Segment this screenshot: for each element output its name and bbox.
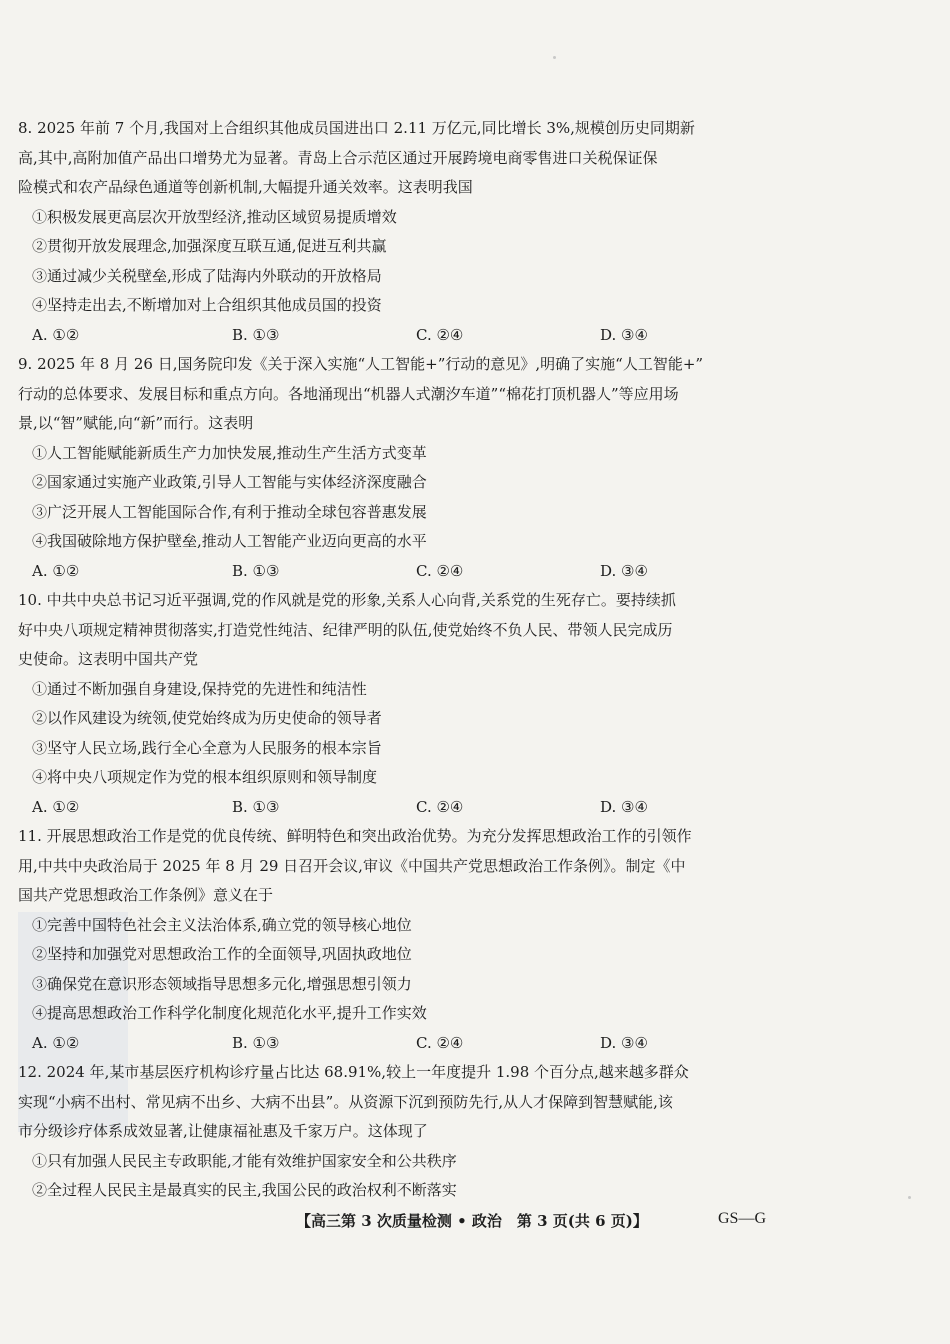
question-block [18, 350, 778, 586]
statement-option: ②国家通过实施产业政策,引导人工智能与实体经济深度融合 [32, 473, 427, 491]
answer-choice: C. ②④ [416, 1033, 464, 1052]
statement-option: ②以作风建设为统领,使党始终成为历史使命的领导者 [32, 709, 382, 727]
answer-choice: D. ③④ [600, 1033, 648, 1052]
answer-choice: C. ②④ [416, 797, 464, 816]
question-stem-line: 高,其中,高附加值产品出口增势尤为显著。青岛上合示范区通过开展跨境电商零售进口关税保证保 [18, 148, 658, 167]
question-block [18, 822, 778, 1058]
answer-choice: A. ①② [32, 1033, 80, 1052]
statement-option: ④提高思想政治工作科学化制度化规范化水平,提升工作实效 [32, 1004, 427, 1022]
answer-choice: A. ①② [32, 325, 80, 344]
page-footer [0, 1210, 950, 1240]
answer-choice: D. ③④ [600, 561, 648, 580]
statement-option: ④坚持走出去,不断增加对上合组织其他成员国的投资 [32, 296, 382, 314]
question-stem-line: 12. 2024 年,某市基层医疗机构诊疗量占比达 68.91%,较上一年度提升 1.98 个百分点,越来越多群众 [18, 1063, 689, 1081]
question-stem-line: 10. 中共中央总书记习近平强调,党的作风就是党的形象,关系人心向背,关系党的生死存亡。要持续抓 [18, 591, 676, 609]
question-stem-line: 国共产党思想政治工作条例》意义在于 [18, 886, 274, 904]
answer-choices [18, 557, 778, 587]
question-stem-line: 好中央八项规定精神贯彻落实,打造党性纯洁、纪律严明的队伍,使党始终不负人民、带领人民完成历 [18, 620, 673, 639]
question-stem-line: 9. 2025 年 8 月 26 日,国务院印发《关于深入实施“人工智能+”行动的意见》,明确了实施“人工智能+” [18, 355, 704, 373]
answer-choice: A. ①② [32, 561, 80, 580]
answer-choice: B. ①③ [232, 561, 280, 580]
statement-option: ④将中央八项规定作为党的根本组织原则和领导制度 [32, 768, 378, 786]
footer-code: GS—G [718, 1210, 767, 1227]
statement-option: ③坚守人民立场,践行全心全意为人民服务的根本宗旨 [32, 738, 382, 757]
question-stem-line: 险模式和农产品绿色通道等创新机制,大幅提升通关效率。这表明我国 [18, 178, 473, 196]
statement-option: ①人工智能赋能新质生产力加快发展,推动生产生活方式变革 [32, 443, 427, 462]
question-stem-line: 用,中共中央政治局于 2025 年 8 月 29 日召开会议,审议《中国共产党思想政治工作条例》。制定《中 [18, 856, 686, 875]
answer-choice: B. ①③ [232, 325, 280, 344]
question-block [18, 1058, 778, 1206]
statement-option: ①完善中国特色社会主义法治体系,确立党的领导核心地位 [32, 915, 412, 934]
question-stem-line: 史使命。这表明中国共产党 [18, 650, 199, 668]
question-stem-line: 11. 开展思想政治工作是党的优良传统、鲜明特色和突出政治优势。为充分发挥思想政治工作的引领作 [18, 827, 692, 845]
statement-option: ②全过程人民民主是最真实的民主,我国公民的政治权利不断落实 [32, 1181, 457, 1199]
answer-choice: B. ①③ [232, 797, 280, 816]
answer-choice: C. ②④ [416, 561, 464, 580]
statement-option: ③确保党在意识形态领域指导思想多元化,增强思想引领力 [32, 974, 412, 993]
statement-option: ①只有加强人民民主专政职能,才能有效维护国家安全和公共秩序 [32, 1151, 457, 1170]
answer-choice: A. ①② [32, 797, 80, 816]
question-stem-line: 市分级诊疗体系成效显著,让健康福祉惠及千家万户。这体现了 [18, 1122, 428, 1140]
question-stem-line: 行动的总体要求、发展目标和重点方向。各地涌现出“机器人式潮汐车道”“棉花打顶机器人”等应用场 [18, 384, 679, 403]
answer-choices [18, 1029, 778, 1059]
question-stem-line: 景,以“智”赋能,向“新”而行。这表明 [18, 414, 254, 432]
answer-choice: D. ③④ [600, 325, 648, 344]
question-block [18, 586, 778, 822]
answer-choice: D. ③④ [600, 797, 648, 816]
statement-option: ①积极发展更高层次开放型经济,推动区域贸易提质增效 [32, 207, 397, 226]
question-block [18, 114, 778, 350]
statement-option: ③通过减少关税壁垒,形成了陆海内外联动的开放格局 [32, 266, 382, 285]
question-list [18, 114, 778, 1206]
answer-choices [18, 793, 778, 823]
answer-choices [18, 321, 778, 351]
statement-option: ④我国破除地方保护壁垒,推动人工智能产业迈向更高的水平 [32, 532, 427, 550]
footer-page-info: 【高三第 3 次质量检测 • 政治 第 3 页(共 6 页)】 [296, 1212, 648, 1230]
question-stem-line: 实现“小病不出村、常见病不出乡、大病不出县”。从资源下沉到预防先行,从人才保障到智慧赋能,该 [18, 1092, 673, 1111]
statement-option: ①通过不断加强自身建设,保持党的先进性和纯洁性 [32, 679, 367, 698]
answer-choice: B. ①③ [232, 1033, 280, 1052]
statement-option: ②坚持和加强党对思想政治工作的全面领导,巩固执政地位 [32, 945, 412, 963]
statement-option: ③广泛开展人工智能国际合作,有利于推动全球包容普惠发展 [32, 502, 427, 521]
scan-speck [908, 1196, 911, 1199]
answer-choice: C. ②④ [416, 325, 464, 344]
statement-option: ②贯彻开放发展理念,加强深度互联互通,促进互利共赢 [32, 237, 387, 255]
scan-speck [553, 56, 556, 59]
question-stem-line: 8. 2025 年前 7 个月,我国对上合组织其他成员国进出口 2.11 万亿元,同比增长 3%,规模创历史同期新 [18, 119, 695, 137]
